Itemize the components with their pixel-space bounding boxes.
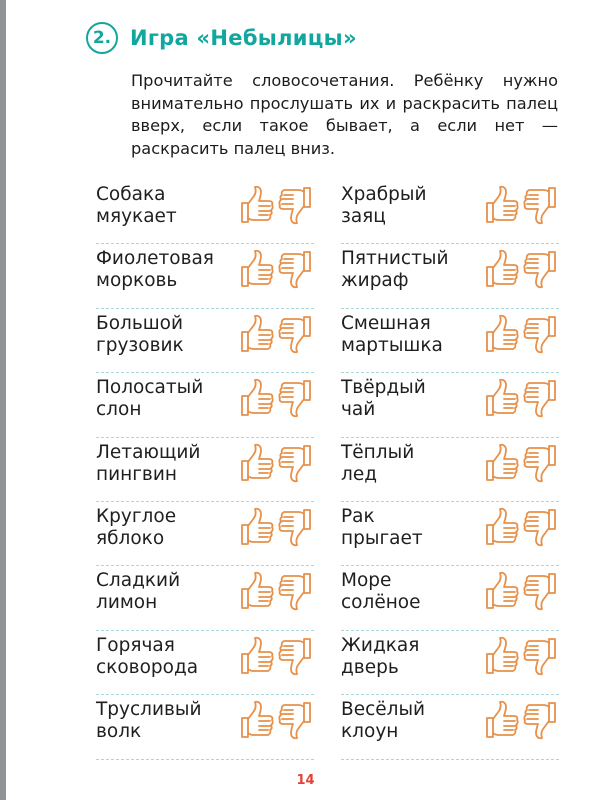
thumbs-up-icon[interactable] <box>238 506 276 548</box>
thumbs-down-icon[interactable] <box>276 570 314 612</box>
thumbs-down-icon[interactable] <box>276 377 314 419</box>
page-edge-bar <box>0 0 6 800</box>
phrase-text: Твёрдый чай <box>341 377 426 421</box>
phrase-row <box>96 309 314 373</box>
thumbs-down-icon[interactable] <box>276 184 314 226</box>
phrase-row <box>96 373 314 437</box>
thumbs-down-icon[interactable] <box>276 248 314 290</box>
phrase-row <box>341 631 559 695</box>
thumbs-down-icon[interactable] <box>276 699 314 741</box>
thumbs-up-icon[interactable] <box>238 635 276 677</box>
phrase-text: Трусливый волк <box>96 699 202 743</box>
instructions-text: Прочитайте словосочетания. Ребёнку нужно внимательно прослушать их и раскрасить палец вверх, если такое бывает, а если нет — раскрасить палец вниз. <box>131 71 558 158</box>
phrase-row <box>96 180 314 244</box>
thumbs-up-icon[interactable] <box>483 377 521 419</box>
thumbs-up-icon[interactable] <box>483 699 521 741</box>
phrase-text: Смешная мартышка <box>341 312 443 356</box>
section-number: 2. <box>92 28 112 48</box>
section-number-badge <box>86 22 118 54</box>
phrase-text: Большой грузовик <box>96 312 184 356</box>
thumbs-up-icon[interactable] <box>483 570 521 612</box>
left-column <box>96 180 314 760</box>
phrase-row <box>96 695 314 759</box>
thumbs-down-icon[interactable] <box>521 184 559 226</box>
thumbs-down-icon[interactable] <box>276 442 314 484</box>
section-title: Игра «Небылицы» <box>130 26 357 50</box>
thumbs-down-icon[interactable] <box>521 506 559 548</box>
phrase-text: Сладкий лимон <box>96 570 181 614</box>
phrase-row <box>96 438 314 502</box>
phrase-text: Горячая сковорода <box>96 634 199 678</box>
thumbs-up-icon[interactable] <box>238 442 276 484</box>
thumbs-up-icon[interactable] <box>238 377 276 419</box>
phrase-text: Тёплый лед <box>341 441 415 485</box>
phrase-text: Рак прыгает <box>341 505 423 549</box>
phrase-row <box>96 631 314 695</box>
phrase-row <box>341 373 559 437</box>
thumbs-up-icon[interactable] <box>483 248 521 290</box>
thumbs-up-icon[interactable] <box>238 313 276 355</box>
thumbs-up-icon[interactable] <box>238 570 276 612</box>
phrase-row <box>341 502 559 566</box>
phrase-text: Море солёное <box>341 570 421 614</box>
thumbs-down-icon[interactable] <box>276 313 314 355</box>
phrase-row <box>341 244 559 308</box>
thumbs-up-icon[interactable] <box>483 635 521 677</box>
phrase-row <box>341 695 559 759</box>
thumbs-down-icon[interactable] <box>521 248 559 290</box>
phrase-text: Круглое яблоко <box>96 505 177 549</box>
phrase-text: Фиолетовая морковь <box>96 248 214 292</box>
phrase-row <box>96 566 314 630</box>
phrase-text: Весёлый клоун <box>341 699 426 743</box>
phrase-row <box>341 438 559 502</box>
right-column <box>341 180 559 760</box>
thumbs-up-icon[interactable] <box>483 442 521 484</box>
phrase-text: Летающий пингвин <box>96 441 201 485</box>
thumbs-down-icon[interactable] <box>521 699 559 741</box>
thumbs-down-icon[interactable] <box>521 377 559 419</box>
thumbs-up-icon[interactable] <box>483 506 521 548</box>
page-number: 14 <box>296 773 315 788</box>
phrase-text: Жидкая дверь <box>341 634 420 678</box>
phrase-row <box>341 566 559 630</box>
phrase-row <box>341 180 559 244</box>
phrase-text: Храбрый заяц <box>341 184 427 227</box>
thumbs-up-icon[interactable] <box>238 184 276 226</box>
thumbs-up-icon[interactable] <box>483 313 521 355</box>
thumbs-down-icon[interactable] <box>521 570 559 612</box>
thumbs-down-icon[interactable] <box>521 442 559 484</box>
phrase-text: Собака мяукает <box>96 184 177 227</box>
thumbs-down-icon[interactable] <box>521 313 559 355</box>
phrase-row <box>341 309 559 373</box>
thumbs-up-icon[interactable] <box>483 184 521 226</box>
thumbs-down-icon[interactable] <box>276 506 314 548</box>
section-header <box>86 22 357 54</box>
phrase-row <box>96 502 314 566</box>
phrase-row <box>96 244 314 308</box>
phrase-text: Полосатый слон <box>96 377 204 421</box>
thumbs-up-icon[interactable] <box>238 248 276 290</box>
thumbs-down-icon[interactable] <box>276 635 314 677</box>
thumbs-down-icon[interactable] <box>521 635 559 677</box>
phrase-text: Пятнистый жираф <box>341 248 449 292</box>
thumbs-up-icon[interactable] <box>238 699 276 741</box>
